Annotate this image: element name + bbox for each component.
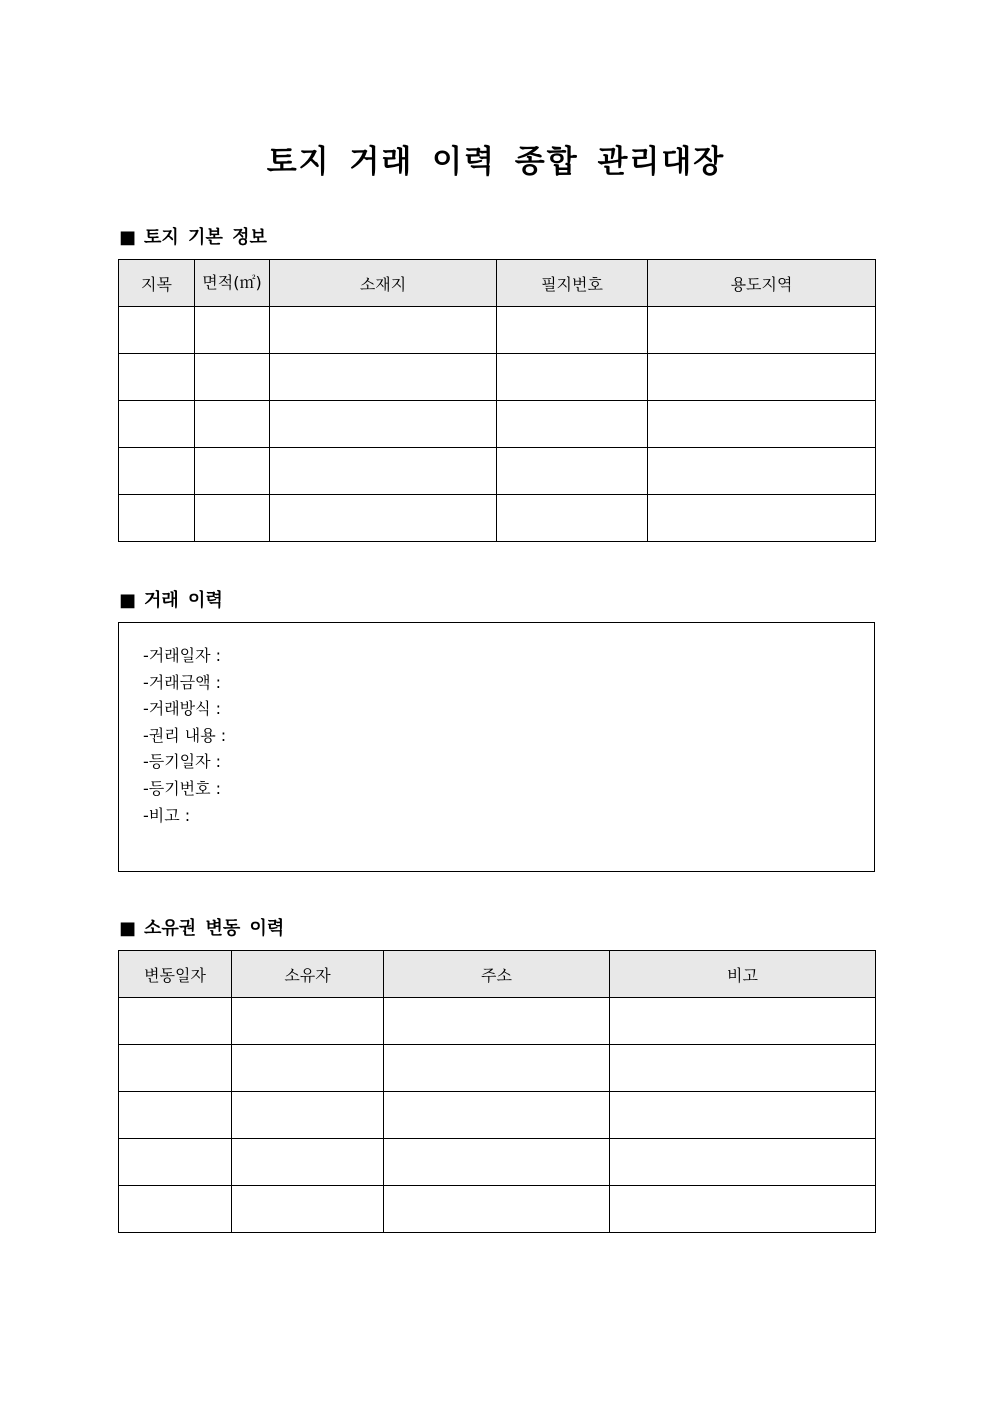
header-parcel-number: 필지번호 xyxy=(497,260,648,307)
table-cell[interactable] xyxy=(497,354,648,401)
section-label: 소유권 변동 이력 xyxy=(144,918,285,939)
table-cell[interactable] xyxy=(497,401,648,448)
table-header-row xyxy=(119,260,876,307)
table-cell[interactable] xyxy=(195,401,270,448)
table-cell[interactable] xyxy=(497,495,648,542)
section-heading-basic-info xyxy=(119,223,267,249)
trade-field-registry-date[interactable]: -등기일자 : xyxy=(143,752,222,772)
table-cell[interactable] xyxy=(270,307,497,354)
table-cell[interactable] xyxy=(195,307,270,354)
ownership-table xyxy=(118,950,876,1233)
table-row xyxy=(119,495,876,542)
table-row xyxy=(119,1045,876,1092)
table-cell[interactable] xyxy=(119,1186,232,1233)
table-cell[interactable] xyxy=(119,1092,232,1139)
header-owner: 소유자 xyxy=(232,951,384,998)
table-cell[interactable] xyxy=(497,448,648,495)
trade-field-list xyxy=(119,623,874,829)
table-cell[interactable] xyxy=(384,1186,610,1233)
table-cell[interactable] xyxy=(610,998,876,1045)
table-row xyxy=(119,1092,876,1139)
table-cell[interactable] xyxy=(270,448,497,495)
header-change-date: 변동일자 xyxy=(119,951,232,998)
table-cell[interactable] xyxy=(119,998,232,1045)
table-cell[interactable] xyxy=(270,401,497,448)
table-cell[interactable] xyxy=(384,1092,610,1139)
table-cell[interactable] xyxy=(648,307,876,354)
table-cell[interactable] xyxy=(232,1092,384,1139)
header-zoning: 용도지역 xyxy=(648,260,876,307)
section-label: 토지 기본 정보 xyxy=(144,227,267,248)
table-cell[interactable] xyxy=(648,354,876,401)
table-cell[interactable] xyxy=(119,401,195,448)
trade-field-date[interactable]: -거래일자 : xyxy=(143,646,222,665)
table-cell[interactable] xyxy=(648,448,876,495)
table-cell[interactable] xyxy=(648,495,876,542)
square-bullet-icon: ■ xyxy=(119,227,137,248)
section-label: 거래 이력 xyxy=(144,590,223,611)
section-heading-ownership-history xyxy=(119,914,284,940)
table-cell[interactable] xyxy=(119,448,195,495)
trade-field-amount[interactable]: -거래금액 : xyxy=(143,672,222,692)
table-header-row xyxy=(119,951,876,998)
trade-field-rights[interactable]: -권리 내용 : xyxy=(143,725,227,745)
basic-info-table xyxy=(118,259,876,542)
table-cell[interactable] xyxy=(119,495,195,542)
table-cell[interactable] xyxy=(270,495,497,542)
table-cell[interactable] xyxy=(232,998,384,1045)
header-land-category: 지목 xyxy=(119,260,195,307)
trade-history-box xyxy=(118,622,875,872)
trade-field-registry-number[interactable]: -등기번호 : xyxy=(143,778,222,798)
table-cell[interactable] xyxy=(384,1139,610,1186)
header-location: 소재지 xyxy=(270,260,497,307)
square-bullet-icon: ■ xyxy=(119,590,137,611)
table-row xyxy=(119,401,876,448)
table-cell[interactable] xyxy=(195,448,270,495)
table-row xyxy=(119,448,876,495)
section-heading-trade-history xyxy=(119,586,223,612)
table-cell[interactable] xyxy=(610,1139,876,1186)
table-cell[interactable] xyxy=(384,1045,610,1092)
table-cell[interactable] xyxy=(384,998,610,1045)
trade-field-method[interactable]: -거래방식 : xyxy=(143,699,222,719)
table-cell[interactable] xyxy=(119,354,195,401)
header-address: 주소 xyxy=(384,951,610,998)
table-cell[interactable] xyxy=(119,307,195,354)
table-cell[interactable] xyxy=(195,354,270,401)
table-cell[interactable] xyxy=(119,1045,232,1092)
table-cell[interactable] xyxy=(232,1186,384,1233)
table-cell[interactable] xyxy=(270,354,497,401)
square-bullet-icon: ■ xyxy=(119,918,137,939)
table-row xyxy=(119,307,876,354)
table-cell[interactable] xyxy=(232,1139,384,1186)
table-cell[interactable] xyxy=(497,307,648,354)
table-cell[interactable] xyxy=(610,1045,876,1092)
table-row xyxy=(119,1186,876,1233)
header-note: 비고 xyxy=(610,951,876,998)
header-area: 면적(㎡) xyxy=(195,260,270,307)
table-cell[interactable] xyxy=(119,1139,232,1186)
table-cell[interactable] xyxy=(610,1186,876,1233)
table-row xyxy=(119,354,876,401)
table-cell[interactable] xyxy=(195,495,270,542)
table-row xyxy=(119,998,876,1045)
page-title: 토지 거래 이력 종합 관리대장 xyxy=(266,144,726,180)
table-row xyxy=(119,1139,876,1186)
table-cell[interactable] xyxy=(648,401,876,448)
table-cell[interactable] xyxy=(232,1045,384,1092)
trade-field-note[interactable]: -비고 : xyxy=(143,805,191,825)
table-cell[interactable] xyxy=(610,1092,876,1139)
